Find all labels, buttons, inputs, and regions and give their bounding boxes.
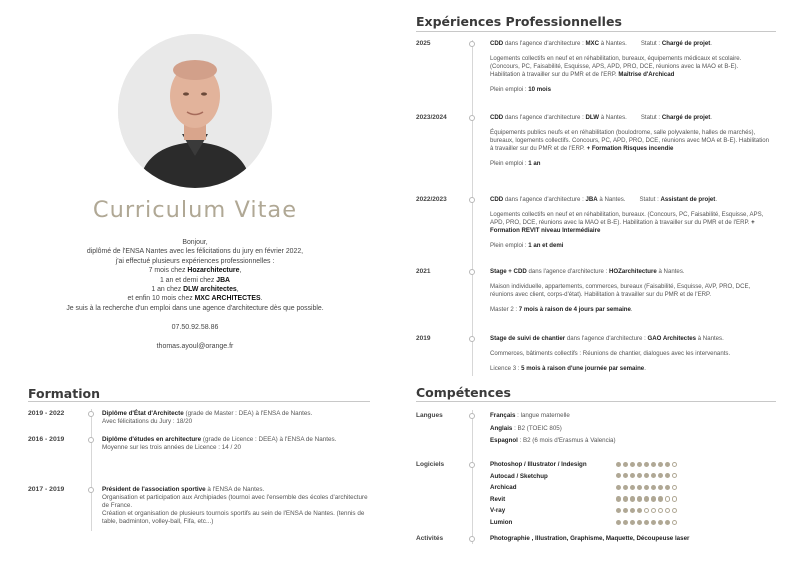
formation-heading: Président de l'association sportive à l'ENSA de Nantes. (102, 486, 265, 493)
duration-value: 1 an et demi (528, 241, 564, 249)
experience-year: 2023/2024 (416, 114, 447, 121)
experience-year: 2019 (416, 335, 431, 342)
experience-heading: CDD dans l'agence d'architecture : MXC à Nantes. Statut : Chargé de projet. (490, 40, 712, 47)
software-name: Photoshop / Illustrator / Indesign (490, 461, 587, 468)
rating-dot (644, 473, 649, 478)
language-name: Français (490, 412, 516, 419)
rating-dot (644, 508, 649, 513)
rating-dot (658, 473, 663, 478)
experience-year: 2022/2023 (416, 196, 447, 203)
experience-duration: Master 2 : 7 mois à raison de 4 jours par semaine. (490, 305, 633, 313)
rating-dot (630, 473, 635, 478)
timeline-dot (469, 115, 475, 121)
software-name: Autocad / Sketchup (490, 472, 548, 480)
profile-photo (118, 34, 272, 188)
experience-duration: Plein emploi : 10 mois (490, 85, 551, 93)
skill-rating (616, 496, 677, 503)
intro-text (20, 238, 370, 313)
experience-highlight: Maîtrise d'Archicad (618, 70, 675, 78)
rating-dot (651, 462, 656, 467)
rating-dot (651, 496, 656, 501)
rating-dot (637, 520, 642, 525)
experience-heading: CDD dans l'agence d'architecture : DLW à Nantes. Statut : Chargé de projet. (490, 114, 712, 121)
rating-dot (623, 496, 628, 501)
experience-highlight: + Formation REVIT niveau Intermédiaire (490, 218, 755, 234)
language-item: Français : langue maternelle (490, 412, 570, 419)
software-name: V-ray (490, 507, 506, 515)
intro-highlight: MXC ARCHITECTES (194, 295, 261, 303)
rating-dot (672, 473, 677, 478)
rating-dot (651, 485, 656, 490)
experience-entry (490, 114, 770, 168)
rating-dot (623, 462, 628, 467)
skill-rating (616, 520, 677, 527)
intro-line: j'ai effectué plusieurs expériences professionnelles : (115, 257, 275, 265)
formation-detail: Création et organisation de plusieurs tournois sportifs au sein de l'ENSA de Nantes. (tennis de table, badminton, volley-ball, Fifa, etc...) (102, 509, 365, 525)
rating-dot (665, 485, 670, 490)
intro-line: 1 an chez DLW architectes, (151, 286, 239, 294)
timeline-dot (469, 41, 475, 47)
rating-dot (658, 462, 663, 467)
experience-heading: Stage de suivi de chantier dans l'agence d'architecture : GAO Architectes à Nantes. (490, 335, 724, 342)
status-role: Assistant de projet (660, 196, 716, 203)
experience-highlight: + Formation Risques incendie (586, 144, 674, 152)
rating-dot (630, 508, 635, 513)
experiences-divider (416, 31, 776, 32)
rating-dot (637, 485, 642, 490)
software-name: Revit (490, 495, 506, 503)
skill-rating (616, 485, 677, 492)
duration-value: 5 mois à raison d'une journée par semaine (521, 364, 645, 372)
competence-category: Logiciels (416, 461, 445, 468)
competence-category: Activités (416, 535, 444, 542)
formation-entry (102, 436, 370, 452)
formation-degree: Diplôme d'études en architecture (102, 436, 202, 443)
formation-entry (102, 410, 370, 426)
contract-type: CDD (490, 114, 504, 121)
rating-dot (658, 485, 663, 490)
timeline-dot (88, 487, 94, 493)
formation-degree: Diplôme d'État d'Architecte (102, 410, 184, 417)
rating-dot (665, 473, 670, 478)
competences-divider (416, 401, 776, 402)
activities-text: Photographie , Illustration, Graphisme, Maquette, Découpeuse laser (490, 535, 690, 542)
rating-dot (623, 473, 628, 478)
skill-rating (616, 462, 677, 469)
intro-line: Bonjour, (182, 239, 208, 246)
experience-year: 2025 (416, 40, 431, 47)
experience-entry (490, 40, 770, 94)
rating-dot (637, 462, 642, 467)
formation-heading: Diplôme d'études en architecture (grade de Licence : DEEA) à l'ENSA de Nantes. (102, 436, 337, 443)
timeline-dot (469, 197, 475, 203)
rating-dot (616, 496, 621, 501)
agency-name: DLW (585, 114, 600, 121)
rating-dot (658, 496, 663, 501)
intro-line: diplômé de l'ENSA Nantes avec les félicitations du jury en février 2022, (86, 248, 304, 256)
timeline-dot (469, 462, 475, 468)
experience-heading: CDD dans l'agence d'architecture : JBA à Nantes. Statut : Assistant de projet. (490, 196, 718, 203)
experience-duration: Plein emploi : 1 an et demi (490, 241, 564, 249)
rating-dot (665, 508, 670, 513)
rating-dot (630, 462, 635, 467)
intro-highlight: DLW architectes (183, 286, 237, 294)
rating-dot (665, 462, 670, 467)
rating-dot (665, 520, 670, 525)
experience-description: Équipements publics neufs et en réhabilitation (boulodrome, salle polyvalente, halles de marchés), bureaux, logements collectifs. Concours, PC, APD, PRO, DCE, réunions avec MOA et B-E). Habilitation à travailler sur du PMR et de l'ERP. + Formation Risques incendie (490, 128, 770, 152)
rating-dot (644, 496, 649, 501)
skill-rating (616, 508, 677, 515)
experience-description: Logements collectifs en neuf et en réhabilitation, bureaux, équipements médicaux et scolaire. (Concours, PC, Faisabilité, Esquisse, APS, APD, PRO, DCE, réunions avec la MAO et B-E). Habilitation à travailler sur du PMR et de l'ERP. Maîtrise d'Archicad (490, 54, 742, 78)
intro-line: 7 mois chez Hozarchitecture, (148, 267, 242, 275)
status-role: Chargé de projet (661, 40, 711, 47)
intro-highlight: Hozarchitecture (187, 267, 240, 275)
contract-type: CDD (490, 40, 504, 47)
duration-value: 10 mois (528, 85, 551, 93)
formation-heading: Diplôme d'État d'Architecte (grade de Master : DEA) à l'ENSA de Nantes. (102, 410, 313, 417)
intro-line: 1 an et demi chez JBA (159, 276, 231, 284)
formation-entry (102, 486, 370, 526)
experience-year: 2021 (416, 268, 431, 275)
rating-dot (665, 496, 670, 501)
timeline-dot (88, 437, 94, 443)
timeline-dot (469, 536, 475, 542)
rating-dot (651, 520, 656, 525)
contract-type: Stage de suivi de chantier (490, 335, 566, 342)
competences-title: Compétences (416, 385, 511, 400)
language-item: Espagnol : B2 (6 mois d'Erasmus à Valencia) (490, 437, 616, 444)
agency-name: HOZarchitecture (609, 268, 657, 275)
experience-duration: Licence 3 : 5 mois à raison d'une journée par semaine. (490, 364, 646, 372)
rating-dot (616, 508, 621, 513)
rating-dot (637, 473, 642, 478)
rating-dot (623, 520, 628, 525)
skill-rating (616, 473, 677, 480)
formation-year: 2019 - 2022 (28, 410, 65, 417)
rating-dot (623, 485, 628, 490)
formation-timeline (91, 409, 92, 531)
experience-description: Logements collectifs en neuf et en réhabilitation, bureaux. (Concours, PC, Faisabilité, Esquisse, APS, APD, PRO, DCE, réunions avec la MAO et B-E). Habilitation à travailler sur du PMR et de l'ERP. + Formation REVIT niveau Intermédiaire (490, 210, 764, 234)
rating-dot (630, 496, 635, 501)
experiences-title: Expériences Professionnelles (416, 14, 622, 29)
experience-status: Statut : Assistant de projet. (639, 196, 718, 203)
duration-value: 7 mois à raison de 4 jours par semaine (518, 305, 631, 313)
status-role: Chargé de projet (661, 114, 711, 121)
phone-number: 07.50.92.58.86 (171, 324, 219, 331)
rating-dot (616, 473, 621, 478)
agency-name: JBA (585, 196, 598, 203)
rating-dot (672, 462, 677, 467)
competence-category: Langues (416, 412, 443, 419)
rating-dot (672, 485, 677, 490)
experience-heading: Stage + CDD dans l'agence d'architecture : HOZarchitecture à Nantes. (490, 268, 685, 275)
rating-dot (637, 496, 642, 501)
experience-entry (490, 335, 770, 373)
formation-divider (28, 401, 370, 402)
experience-description: Maison individuelle, appartements, commerces, bureaux (Faisabilité, Esquisse, AVP, PRO, DCE, réunions avec client, corps-d'état). Habilitation à travailler sur du PMR et de l'ERP. (490, 282, 751, 298)
software-name: Archicad (490, 484, 517, 492)
language-name: Anglais (490, 424, 513, 432)
timeline-dot (469, 413, 475, 419)
formation-detail: Avec félicitations du Jury : 18/20 (102, 417, 193, 425)
language-name: Espagnol (490, 437, 518, 444)
rating-dot (630, 485, 635, 490)
formation-year: 2017 - 2019 (28, 486, 65, 493)
duration-value: 1 an (528, 159, 541, 167)
experience-duration: Plein emploi : 1 an (490, 159, 541, 167)
email-address: thomas.ayoul@orange.fr (156, 343, 234, 350)
competences-timeline (472, 410, 473, 544)
rating-dot (651, 508, 656, 513)
rating-dot (644, 520, 649, 525)
portrait-illustration (118, 34, 272, 188)
experience-description: Commerces, bâtiments collectifs : Réunions de chantier, dialogues avec les intervenants. (490, 349, 731, 357)
intro-highlight: JBA (216, 276, 231, 284)
experience-entry (490, 196, 770, 250)
rating-dot (672, 520, 677, 525)
rating-dot (672, 508, 677, 513)
experience-status: Statut : Chargé de projet. (640, 114, 712, 121)
rating-dot (651, 473, 656, 478)
rating-dot (630, 520, 635, 525)
timeline-dot (469, 336, 475, 342)
rating-dot (616, 520, 621, 525)
formation-detail: Organisation et participation aux Archipiades (tournoi avec l'ensemble des écoles d'architecture de France. (102, 493, 368, 509)
rating-dot (616, 462, 621, 467)
rating-dot (658, 520, 663, 525)
rating-dot (644, 485, 649, 490)
software-name: Lumion (490, 519, 513, 526)
rating-dot (644, 462, 649, 467)
experience-status: Statut : Chargé de projet. (640, 40, 712, 47)
contract-type: Stage + CDD (490, 268, 527, 275)
contract-type: CDD (490, 196, 504, 203)
experiences-timeline (472, 40, 473, 376)
intro-line: Je suis à la recherche d'un emploi dans une agence d'architecture dès que possible. (66, 304, 324, 312)
formation-detail: Moyenne sur les trois années de Licence : 14 / 20 (102, 443, 241, 451)
agency-name: GAO Architectes (647, 335, 697, 342)
rating-dot (637, 508, 642, 513)
intro-line: et enfin 10 mois chez MXC ARCHITECTES. (127, 295, 263, 303)
rating-dot (616, 485, 621, 490)
rating-dot (672, 496, 677, 501)
formation-title: Formation (28, 386, 100, 401)
rating-dot (658, 508, 663, 513)
experience-entry (490, 268, 770, 314)
rating-dot (623, 508, 628, 513)
cv-title: Curriculum Vitae (92, 197, 298, 223)
timeline-dot (88, 411, 94, 417)
language-item: Anglais : B2 (TOEIC 805) (490, 424, 562, 432)
timeline-dot (469, 269, 475, 275)
agency-name: MXC (585, 40, 600, 47)
formation-degree: Président de l'association sportive (102, 486, 206, 493)
formation-year: 2016 - 2019 (28, 436, 65, 443)
